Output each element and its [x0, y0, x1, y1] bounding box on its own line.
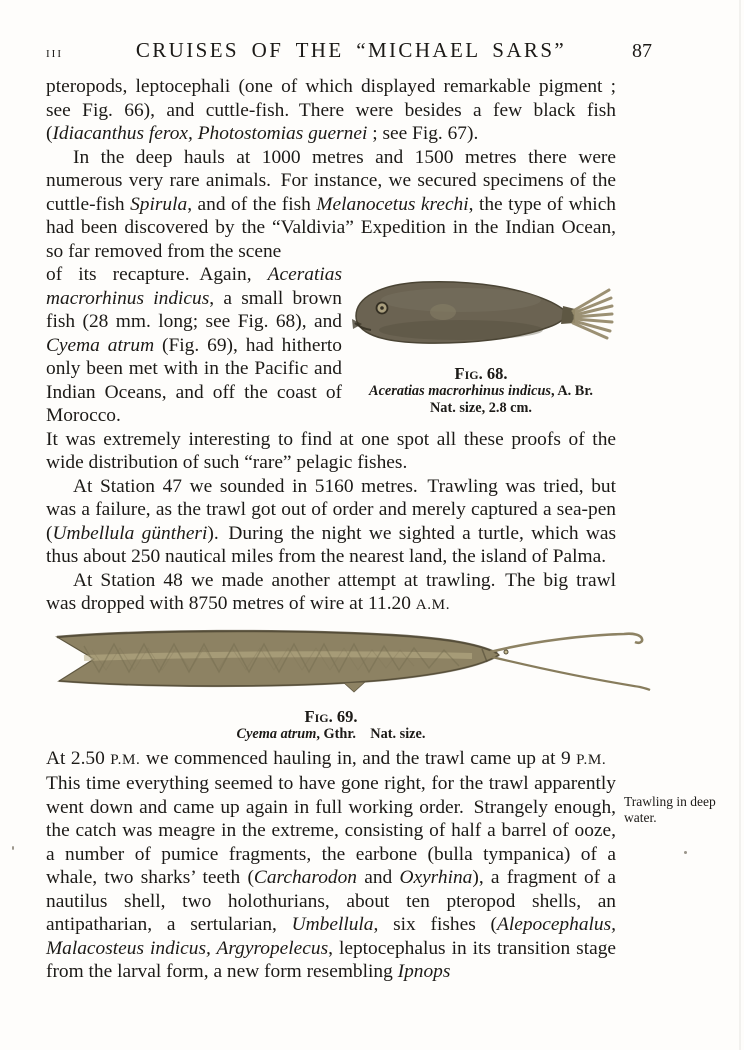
scan-speck: [684, 851, 687, 854]
text-column: [46, 75, 716, 984]
figure-68-label: Fig. 68.: [454, 364, 508, 383]
page-number: 87: [632, 40, 652, 62]
figure-68-credit: Aceratias macrorhinus indicus, A. Br.: [369, 383, 593, 399]
margin-note-trawling: Trawling in deep water.: [624, 793, 716, 825]
aceratias-fish-illustration: [347, 273, 615, 355]
figure-69: [46, 626, 616, 743]
chapter-signature: III: [46, 48, 63, 60]
paragraph-station-48: At Station 48 we made another attempt at trawling. The big trawl was dropped with 8750 metres of wire at 11.20 A.M.: [46, 569, 616, 614]
paragraph-pteropods: pteropods, leptocephali (one of which displayed remarkable pigment ; see Fig. 66), and cuttle-fish. There were besides a few black fish (Idiacanthus ferox, Photostomias guernei ; see Fig. 67).: [46, 76, 616, 144]
figure68-wrap-row: [46, 263, 616, 428]
paragraph-deep-hauls: In the deep hauls at 1000 metres and 1500 metres there were numerous very rare animals. For instance, we secured specimens of the cuttle-fish Spirula, and of the fish Melanocetus krechi, the type of which had been discovered by the “Valdivia” Expedition in the Indian Ocean, so far removed from the scene: [46, 146, 616, 262]
figure-68-size-note: Nat. size, 2.8 cm.: [429, 400, 533, 416]
paragraph-hauling-in: At 2.50 P.M. we commenced hauling in, and the trawl came up at 9 P.M. This time everything seemed to have gone right, for the trawl apparently went down and came up again in full working order. Strangely enough, the catch was meagre in the extreme, consisting of half a barrel of ooze, a number of pumice fragments, the earbone (bulla tympanica) of a whale, two sharks’ teeth (Carcharodon and Oxyrhina), a fragment of a nautilus shell, two holothurians, about ten pteropod shells, an antipatharian, a sertularian, Umbellula, six fishes (Alepocephalus, Malacosteus indicus, Argyropelecus, leptocephalus in its transition stage from the larval form, a new form resembling Ipnops: [46, 747, 617, 982]
paragraph-station-47: At Station 47 we sounded in 5160 metres. Trawling was tried, but was a failure, as the trawl got out of order and merely captured a sea-pen (Umbellula güntheri). During the night we sighted a turtle, which was thus about 250 nautical miles from the nearest land, the island of Palma.: [46, 475, 617, 567]
running-title: CRUISES OF THE “MICHAEL SARS”: [135, 38, 567, 62]
cyema-fish-illustration: [54, 626, 654, 698]
page-edge-shadow: [739, 0, 741, 1050]
scan-speck: [12, 846, 14, 850]
figure-69-label: Fig. 69.: [304, 706, 358, 726]
final-paragraph-wrap: [46, 747, 716, 984]
figure-69-caption: [46, 707, 616, 743]
paragraph-deep-hauls-narrow: of its recapture. Again, Aceratias macrorhinus indicus, a small brown fish (28 mm. long; see Fig. 68), and Cyema atrum (Fig. 69), had hitherto only been met with in the Pacific and Indian Oceans, and off the coast of Morocco.: [46, 264, 342, 426]
figure-69-credit: Cyema atrum, Gthr. Nat. size.: [236, 725, 426, 742]
paragraph-distribution: It was extremely interesting to find at one spot all these proofs of the wide distribution of such “rare” pelagic fishes.: [46, 428, 616, 473]
running-head: [46, 38, 652, 63]
figure-68-caption: [346, 364, 616, 417]
figure-68: [346, 263, 616, 428]
